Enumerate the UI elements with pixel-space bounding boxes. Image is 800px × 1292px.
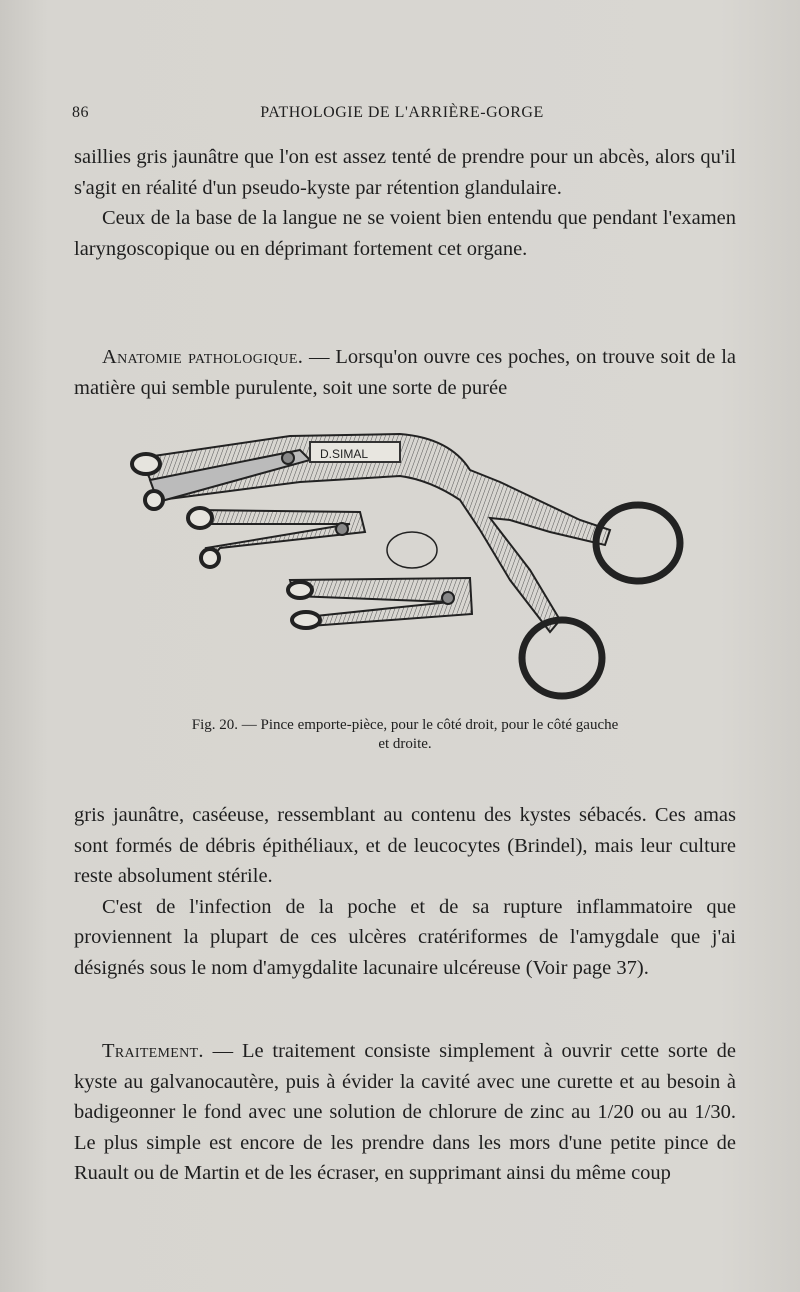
paragraph-traitement — [74, 1036, 736, 1189]
text-block-traitement — [74, 1036, 736, 1189]
paragraph-anatomie — [74, 342, 736, 403]
text-block-anatomie — [74, 342, 736, 403]
forceps-illustration — [110, 420, 700, 710]
section-heading-traitement: Traitement. — [102, 1040, 204, 1062]
section-heading-anatomie: Anatomie pathologique. — [102, 346, 304, 368]
paragraph-traitement-body: — Le traitement consiste simplement à ouvrir cette sorte de kyste au galvanocautère, puis à évider la cavité avec une curette et au besoin à badigeonner le fond avec une solution de chlorure de zinc au 1/20 ou au 1/30. Le plus simple est encore de les prendre dans les mors d'une petite pince de Ruault ou de Martin et de les écraser, en supprimant ainsi du même coup — [74, 1040, 736, 1184]
page-number: 86 — [72, 104, 89, 121]
paragraph-base-langue: Ceux de la base de la langue ne se voient bien entendu que pendant l'examen laryngoscopique ou en déprimant fortement cet organe. — [74, 207, 736, 260]
running-title: PATHOLOGIE DE L'ARRIÈRE-GORGE — [260, 104, 544, 121]
jaw-piece-right — [288, 578, 472, 628]
maker-stamp: D.SIMAL — [320, 447, 369, 461]
running-head — [72, 104, 732, 128]
paragraph-continuation: saillies gris jaunâtre que l'on est assez tenté de prendre pour un abcès, alors qu'il s'agit en réalité d'un pseudo-kyste par rétention glandulaire. — [74, 146, 736, 199]
loose-ring — [387, 532, 437, 568]
jaw-ring-bottom — [145, 491, 163, 509]
figure-caption — [80, 716, 730, 754]
main-forceps — [140, 434, 610, 632]
caption-line-1: Fig. 20. — Pince emporte-pièce, pour le côté droit, pour le côté gauche — [191, 717, 619, 733]
paragraph-anatomie-body: — Lorsqu'on ouvre ces poches, on trouve soit de la matière qui semble purulente, soit une sorte de purée — [74, 346, 736, 399]
text-block-middle — [74, 800, 736, 983]
text-block-top — [74, 142, 736, 264]
caption-line-2: et droite. — [378, 736, 432, 752]
paragraph-infection: C'est de l'infection de la poche et de sa rupture inflammatoire que proviennent la plupart de ces ulcères cratériformes de l'amygdale que j'ai désignés sous le nom d'amygdalite lacunaire ulcéreuse (Voir page 37). — [74, 895, 736, 979]
jaw-ring-top — [132, 454, 160, 474]
paragraph-anatomie-continued: gris jaunâtre, caséeuse, ressemblant au contenu des kystes sébacés. Ces amas sont formés de débris épithéliaux, et de leucocytes (Brindel), mais leur culture reste absolument stérile. — [74, 804, 736, 887]
finger-ring-upper — [596, 505, 680, 581]
finger-ring-lower — [522, 620, 602, 696]
jaw-piece-left — [188, 508, 365, 567]
